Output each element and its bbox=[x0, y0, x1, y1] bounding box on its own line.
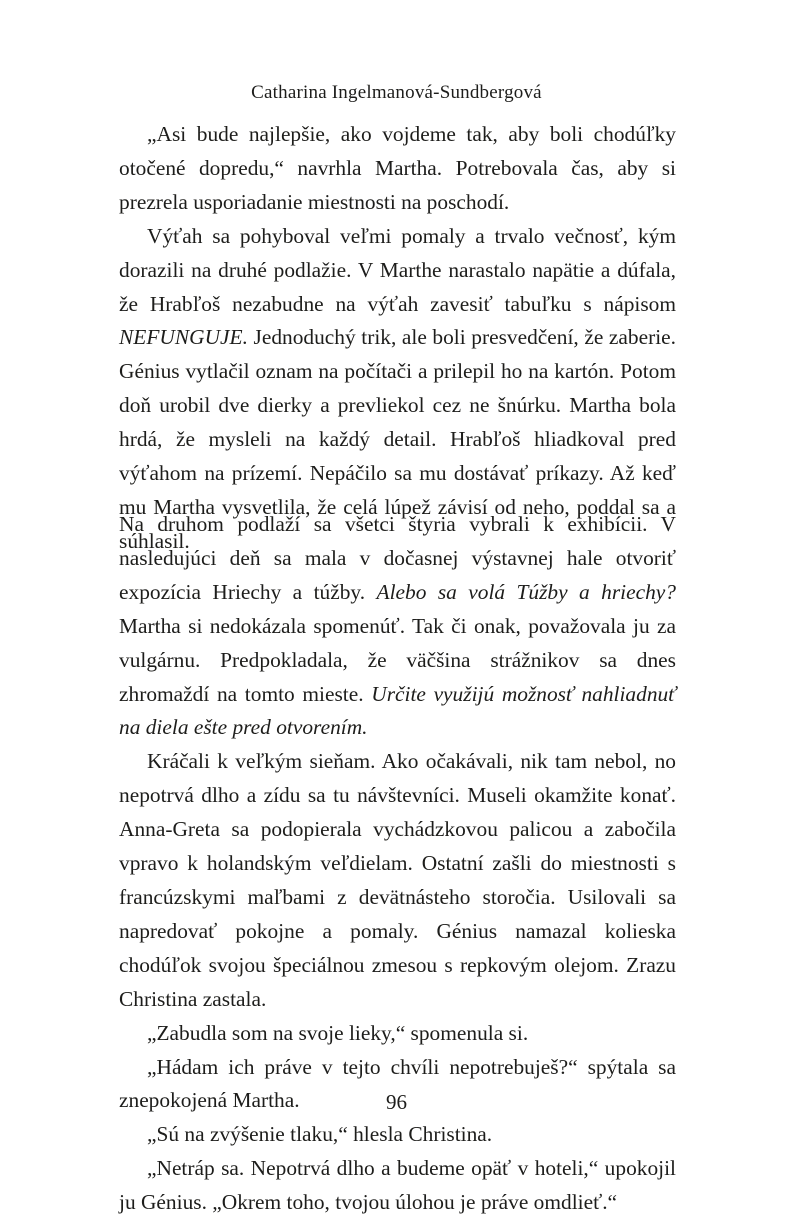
text-segment: Kráčali k veľkým sieňam. Ako očakávali, nik tam nebol, no nepotrvá dlho a zídu sa tu návštevníci. Museli okamžite konať. Anna-Greta sa podopierala vychádzkovou palicou a zabočila vpravo k holandským veľdielam. Ostatní zašli do miestnosti s francúzskymi maľbami z devätnásteho storočia. Usilovali sa napredovať pokojne a pomaly. Génius namazal kolieska chodúľok svojou špeciálnou zmesou s repkovým olejom. Zrazu Christina zastala. bbox=[119, 749, 676, 1011]
text-segment: „Asi bude najlepšie, ako vojdeme tak, aby boli chodúľky otočené dopredu,“ navrhla Martha. Potrebovala čas, aby si prezrela usporiadanie miestnosti na poschodí. bbox=[119, 122, 676, 214]
text-segment: Na druhom podlaží sa všetci štyria vybrali k exhibícii. V nasledujúci deň sa mala v dočasnej výstavnej hale otvoriť expozícia Hriechy a túžby. bbox=[119, 512, 676, 604]
paragraph bbox=[119, 1152, 676, 1220]
text-segment: „Sú na zvýšenie tlaku,“ hlesla Christina. bbox=[147, 1122, 493, 1147]
paragraph bbox=[119, 745, 676, 1016]
italic-text-segment: Alebo sa volá Túžby a hriechy? bbox=[376, 579, 676, 604]
italic-text-segment: Určite využijú možnosť nahliadnuť na diela ešte pred otvorením. bbox=[119, 681, 676, 740]
text-segment: Výťah sa pohyboval veľmi pomaly a trvalo večnosť, kým dorazili na druhé podlažie. V Marthe narastalo napätie a dúfala, že Hrabľoš nezabudne na výťah zavesiť tabuľku s nápisom bbox=[119, 223, 676, 316]
paragraph bbox=[119, 1017, 676, 1051]
text-segment: „Netráp sa. Nepotrvá dlho a budeme opäť v hoteli,“ upokojil ju Génius. „Okrem toho, tvojou úlohou je práve omdlieť.“ bbox=[119, 1156, 676, 1215]
page-number: 96 bbox=[386, 1090, 407, 1114]
running-header: Catharina Ingelmanová-Sundbergová bbox=[251, 82, 542, 103]
text-segment: „Hádam ich práve v tejto chvíli nepotrebuješ?“ spýtala sa znepokojená Martha. bbox=[119, 1054, 676, 1113]
paragraph bbox=[119, 508, 676, 745]
italic-text-segment: NEFUNGUJE. bbox=[119, 325, 248, 350]
paragraph bbox=[119, 118, 676, 220]
text-segment: „Zabudla som na svoje lieky,“ spomenula si. bbox=[147, 1020, 529, 1045]
text-segment: Martha si nedokázala spomenúť. Tak či onak, považovala ju za vulgárnu. Predpokladala, že väčšina strážnikov sa dnes zhromaždí na tomto mieste. bbox=[119, 613, 676, 706]
body-text-section-1 bbox=[119, 118, 676, 559]
text-segment: Jednoduchý trik, ale boli presvedčení, že zaberie. Génius vytlačil oznam na počítači a prilepil ho na kartón. Potom doň urobil dve dierky a prevliekol cez ne šnúrku. Martha bola hrdá, že mysleli na každý detail. Hrabľoš hliadkoval pred výťahom na prízemí. Nepáčilo sa mu dostávať príkazy. Až keď mu Martha vysvetlila, že celá lúpež závisí od neho, poddal sa a súhlasil. bbox=[119, 325, 676, 553]
paragraph bbox=[119, 1118, 676, 1152]
